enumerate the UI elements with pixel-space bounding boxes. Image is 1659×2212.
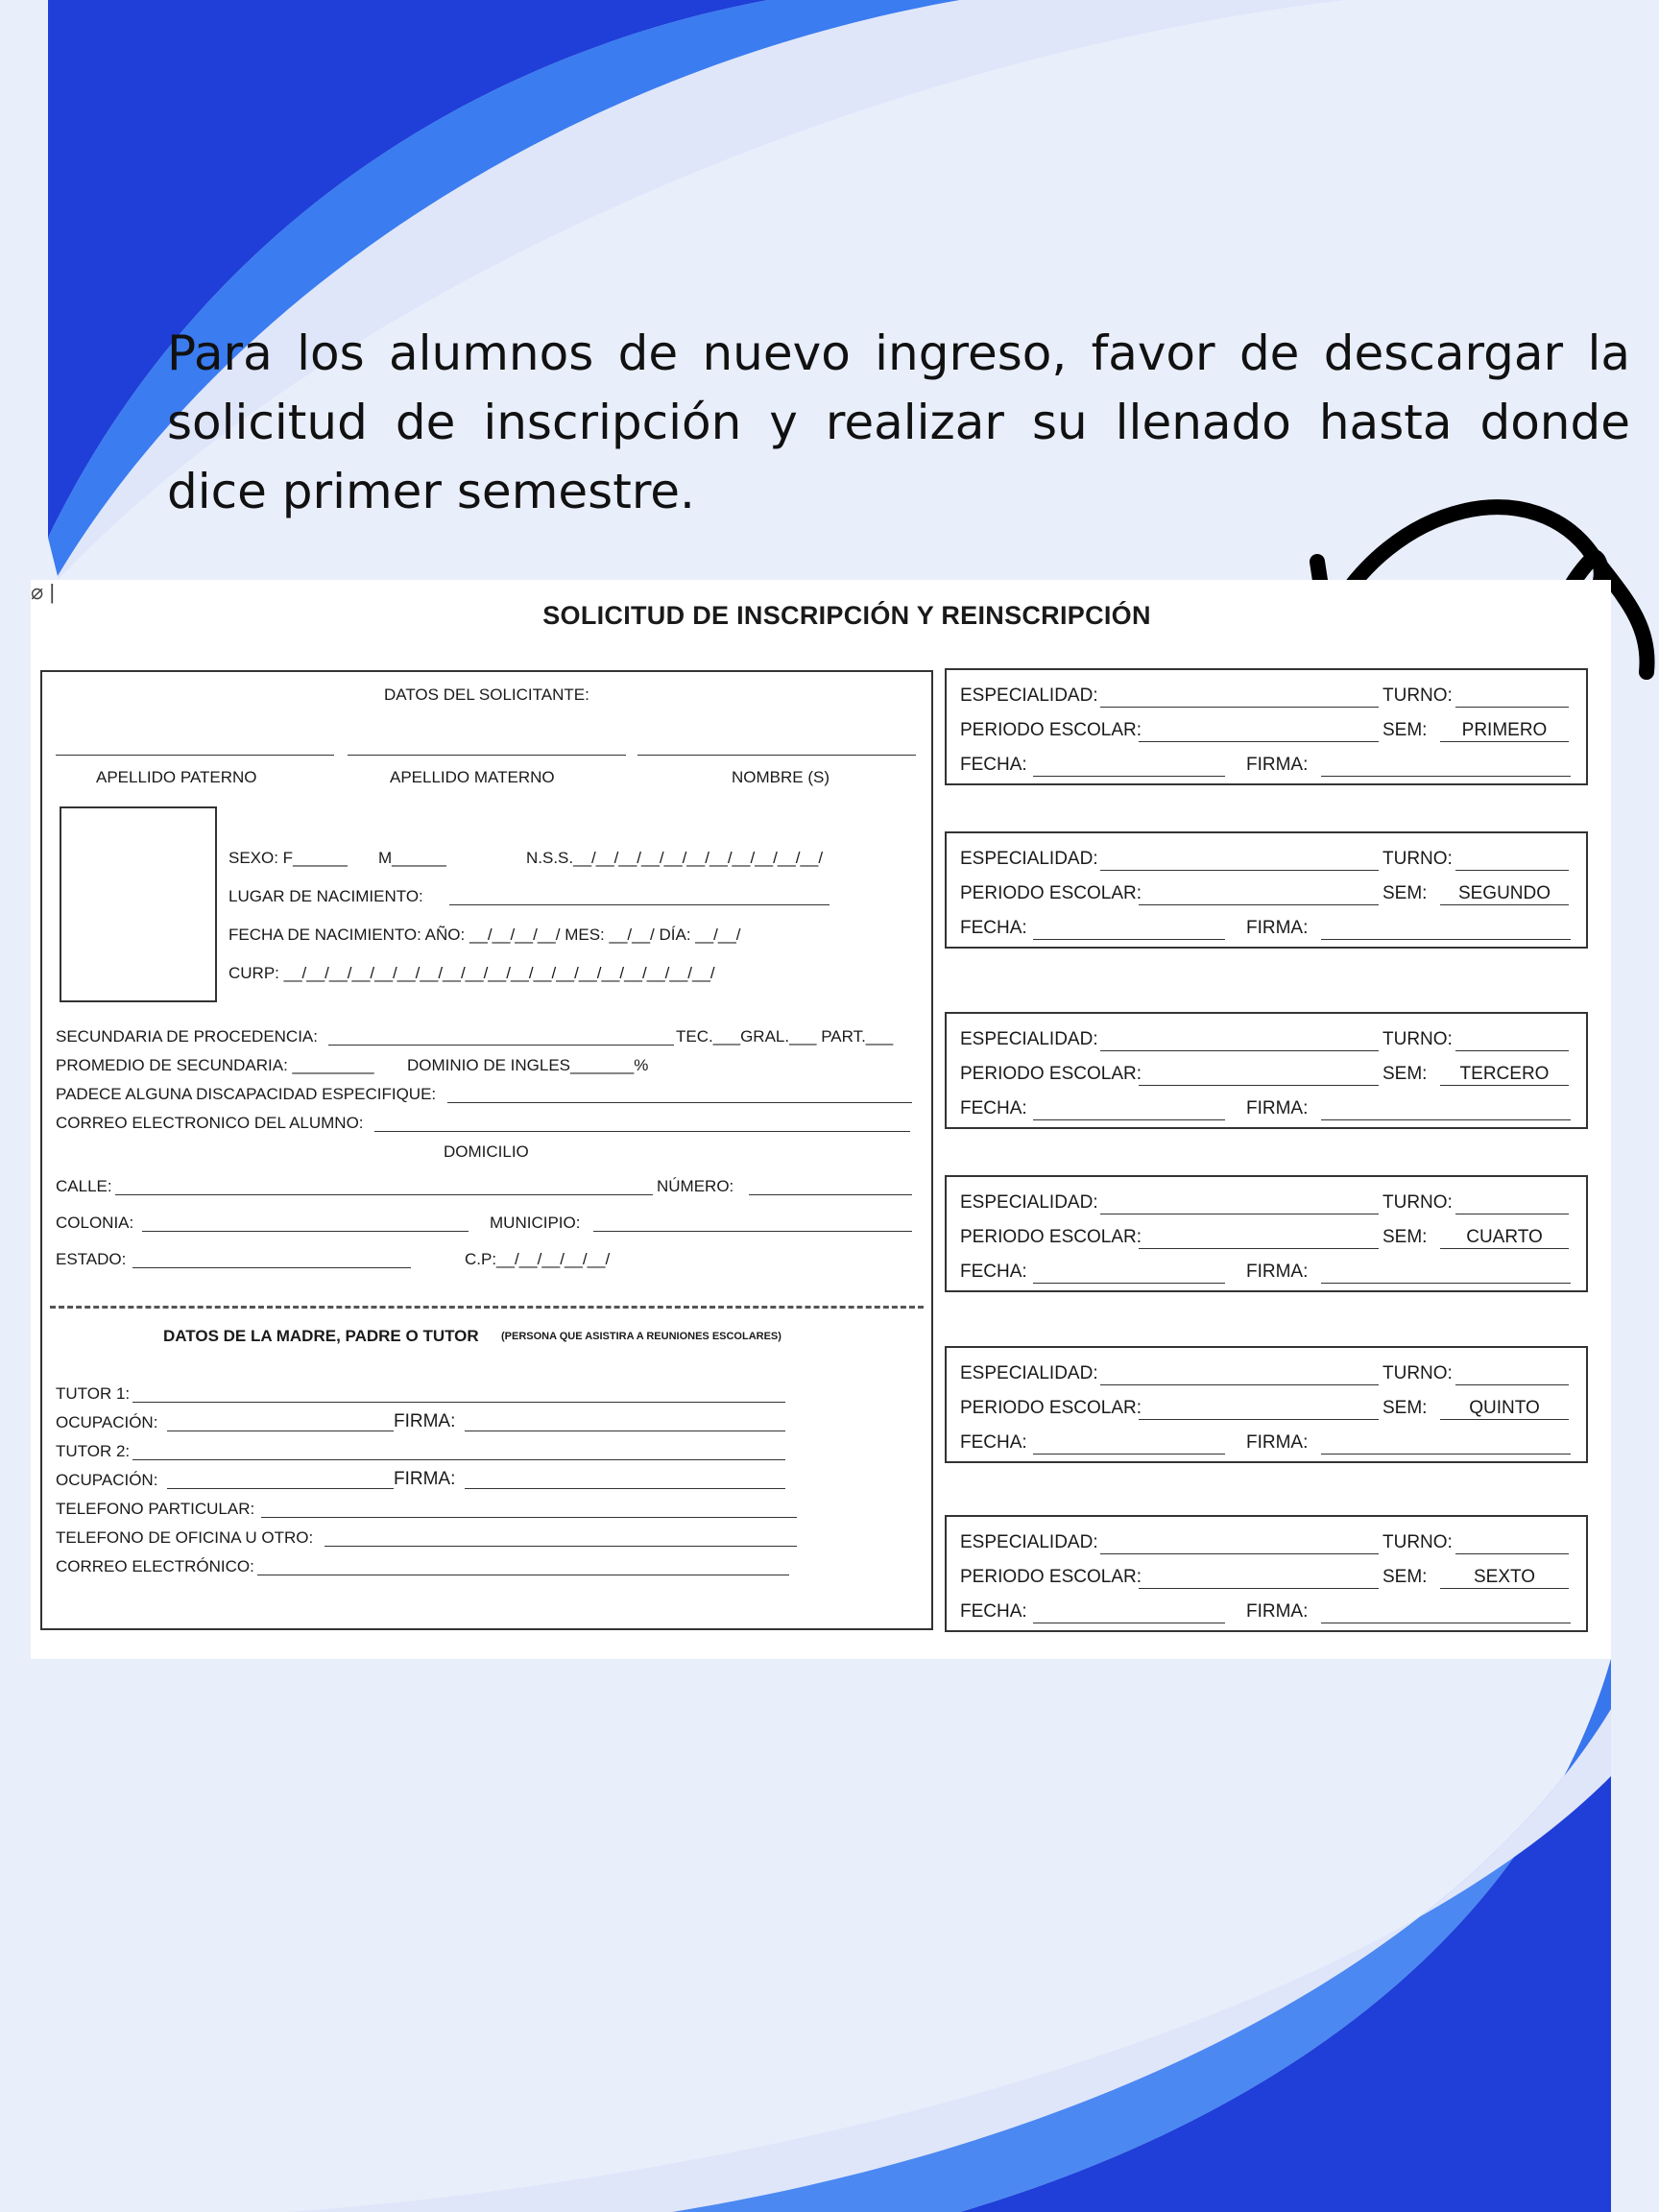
semester-value: SEXTO: [1473, 1567, 1536, 1587]
label-firma: FIRMA:: [1246, 755, 1309, 775]
label-nss: N.S.S.__/__/__/__/__/__/__/__/__/__/__/: [526, 849, 824, 867]
semester-box: [945, 1175, 1588, 1292]
applicant-section: [40, 670, 933, 1630]
label-correo-tutor: CORREO ELECTRÓNICO:: [56, 1557, 254, 1575]
label-firma2: FIRMA:: [394, 1469, 456, 1489]
label-especialidad: ESPECIALIDAD:: [960, 849, 1098, 869]
semester-box: [945, 1012, 1588, 1129]
section-divider: [50, 1306, 924, 1309]
tutor-heading-note: (PERSONA QUE ASISTIRA A REUNIONES ESCOLARES): [501, 1331, 781, 1342]
label-periodo: PERIODO ESCOLAR:: [960, 1398, 1142, 1418]
label-municipio: MUNICIPIO:: [490, 1214, 581, 1232]
label-sem: SEM:: [1382, 883, 1428, 903]
label-secundaria: SECUNDARIA DE PROCEDENCIA:: [56, 1027, 318, 1046]
label-fecha-nacimiento: FECHA DE NACIMIENTO: AÑO: __/__/__/__/ MES: __/__/ DÍA: __/__/: [228, 926, 741, 944]
label-firma: FIRMA:: [1246, 1098, 1309, 1118]
semester-value: CUARTO: [1466, 1227, 1543, 1247]
label-telefono-particular: TELEFONO PARTICULAR:: [56, 1500, 255, 1518]
intro-paragraph: Para los alumnos de nuevo ingreso, favor de descargar la solicitud de inscripción y realizar su llenado hasta donde dice primer semestre.: [167, 325, 1630, 519]
solicitante-heading: DATOS DEL SOLICITANTE:: [384, 685, 589, 704]
label-turno: TURNO:: [1382, 1532, 1453, 1552]
label-turno: TURNO:: [1382, 685, 1453, 706]
label-sem: SEM:: [1382, 1064, 1428, 1084]
label-sem: SEM:: [1382, 1227, 1428, 1247]
label-numero: NÚMERO:: [657, 1177, 734, 1195]
label-periodo: PERIODO ESCOLAR:: [960, 883, 1142, 903]
label-m: M______: [378, 849, 446, 867]
domicilio-heading: DOMICILIO: [444, 1142, 529, 1161]
label-lugar-nacimiento: LUGAR DE NACIMIENTO:: [228, 887, 423, 905]
label-especialidad: ESPECIALIDAD:: [960, 1532, 1098, 1552]
label-tutor2: TUTOR 2:: [56, 1442, 131, 1460]
label-colonia: COLONIA:: [56, 1214, 134, 1232]
form-title: SOLICITUD DE INSCRIPCIÓN Y REINSCRIPCIÓN: [542, 601, 1151, 630]
label-turno: TURNO:: [1382, 1192, 1453, 1213]
label-firma: FIRMA:: [1246, 1601, 1309, 1622]
label-fecha: FECHA:: [960, 918, 1027, 938]
label-nombre: NOMBRE (S): [732, 768, 830, 786]
label-sem: SEM:: [1382, 1567, 1428, 1587]
label-periodo: PERIODO ESCOLAR:: [960, 1567, 1142, 1587]
label-firma1: FIRMA:: [394, 1411, 456, 1431]
label-telefono-oficina: TELEFONO DE OFICINA U OTRO:: [56, 1528, 314, 1547]
label-periodo: PERIODO ESCOLAR:: [960, 720, 1142, 740]
label-turno: TURNO:: [1382, 1363, 1453, 1383]
label-ingles: DOMINIO DE INGLES_______%: [407, 1056, 649, 1074]
label-turno: TURNO:: [1382, 1029, 1453, 1049]
cursor-icon: ⌀ |: [31, 580, 56, 604]
label-cp: C.P:__/__/__/__/__/: [465, 1250, 611, 1268]
label-promedio: PROMEDIO DE SECUNDARIA: _________: [56, 1056, 374, 1074]
label-turno: TURNO:: [1382, 849, 1453, 869]
semester-value: QUINTO: [1469, 1398, 1540, 1418]
semester-box: [945, 1346, 1588, 1463]
semester-box: [945, 1515, 1588, 1632]
label-tec: TEC.___GRAL.___ PART.___: [676, 1027, 894, 1046]
label-periodo: PERIODO ESCOLAR:: [960, 1227, 1142, 1247]
label-discapacidad: PADECE ALGUNA DISCAPACIDAD ESPECIFIQUE:: [56, 1085, 437, 1103]
label-periodo: PERIODO ESCOLAR:: [960, 1064, 1142, 1084]
label-ocupacion1: OCUPACIÓN:: [56, 1413, 158, 1431]
label-fecha: FECHA:: [960, 1098, 1027, 1118]
semester-value: SEGUNDO: [1457, 883, 1551, 903]
label-apellido-paterno: APELLIDO PATERNO: [96, 768, 257, 786]
label-fecha: FECHA:: [960, 755, 1027, 775]
semester-value: TERCERO: [1459, 1064, 1550, 1084]
label-especialidad: ESPECIALIDAD:: [960, 685, 1098, 706]
label-estado: ESTADO:: [56, 1250, 127, 1268]
semester-value: PRIMERO: [1461, 720, 1548, 740]
label-sexo: SEXO: F______: [228, 849, 348, 867]
label-especialidad: ESPECIALIDAD:: [960, 1363, 1098, 1383]
label-sem: SEM:: [1382, 720, 1428, 740]
label-curp: CURP: __/__/__/__/__/__/__/__/__/__/__/__/__/__/__/__/__/__/__/: [228, 964, 715, 982]
semester-box: [945, 831, 1588, 949]
label-firma: FIRMA:: [1246, 1432, 1309, 1453]
label-calle: CALLE:: [56, 1177, 112, 1195]
label-especialidad: ESPECIALIDAD:: [960, 1029, 1098, 1049]
tutor-heading: DATOS DE LA MADRE, PADRE O TUTOR: [163, 1327, 479, 1345]
label-apellido-materno: APELLIDO MATERNO: [390, 768, 555, 786]
label-ocupacion2: OCUPACIÓN:: [56, 1471, 158, 1489]
label-fecha: FECHA:: [960, 1601, 1027, 1622]
label-correo-alumno: CORREO ELECTRONICO DEL ALUMNO:: [56, 1114, 364, 1132]
label-especialidad: ESPECIALIDAD:: [960, 1192, 1098, 1213]
label-firma: FIRMA:: [1246, 1262, 1309, 1282]
label-fecha: FECHA:: [960, 1262, 1027, 1282]
photo-box: [60, 806, 217, 1002]
label-tutor1: TUTOR 1:: [56, 1384, 131, 1403]
label-sem: SEM:: [1382, 1398, 1428, 1418]
label-firma: FIRMA:: [1246, 918, 1309, 938]
semester-box: [945, 668, 1588, 785]
label-fecha: FECHA:: [960, 1432, 1027, 1453]
registration-form-image: [31, 580, 1611, 1659]
